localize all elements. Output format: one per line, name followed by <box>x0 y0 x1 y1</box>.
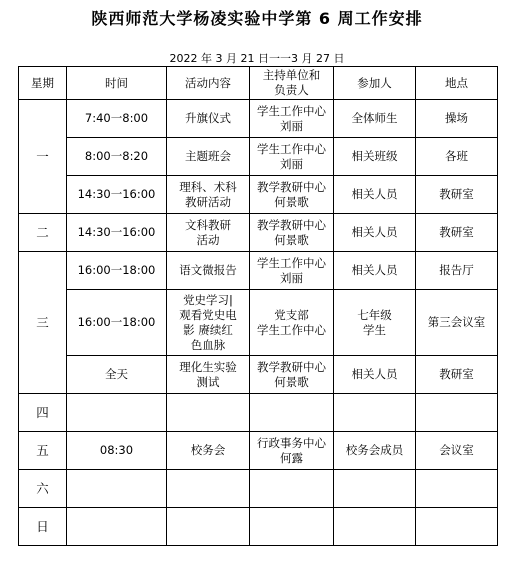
activity-cell: 党史学习| 观看党史电 影 赓续红 色血脉 <box>167 290 250 356</box>
time-cell: 08:30 <box>67 432 167 470</box>
header-participants: 参加人 <box>334 67 416 100</box>
time-cell <box>67 470 167 508</box>
time-cell: 16:00一18:00 <box>67 290 167 356</box>
participants-cell <box>334 394 416 432</box>
location-cell: 教研室 <box>416 176 498 214</box>
participants-cell: 全体师生 <box>334 100 416 138</box>
schedule-table <box>18 66 498 546</box>
participants-cell: 相关人员 <box>334 356 416 394</box>
host-cell: 教学教研中心 何景歌 <box>250 176 334 214</box>
participants-cell: 相关人员 <box>334 214 416 252</box>
table-row <box>19 290 498 356</box>
table-row <box>19 176 498 214</box>
header-time: 时间 <box>67 67 167 100</box>
page-title: 陕西师范大学杨凌实验中学第 6 周工作安排 <box>91 9 423 28</box>
table-row <box>19 138 498 176</box>
activity-cell: 校务会 <box>167 432 250 470</box>
weekday-cell-fri: 五 <box>19 432 67 470</box>
table-row <box>19 356 498 394</box>
time-cell: 全天 <box>67 356 167 394</box>
location-cell: 会议室 <box>416 432 498 470</box>
location-cell <box>416 470 498 508</box>
header-location: 地点 <box>416 67 498 100</box>
activity-cell <box>167 470 250 508</box>
weekday-cell-sat: 六 <box>19 470 67 508</box>
time-cell: 7:40一8:00 <box>67 100 167 138</box>
location-cell: 操场 <box>416 100 498 138</box>
table-row <box>19 508 498 546</box>
table-row <box>19 100 498 138</box>
time-cell: 14:30一16:00 <box>67 214 167 252</box>
host-cell: 学生工作中心 刘丽 <box>250 100 334 138</box>
participants-cell: 相关班级 <box>334 138 416 176</box>
time-cell: 14:30一16:00 <box>67 176 167 214</box>
activity-cell: 理化生实验 测试 <box>167 356 250 394</box>
host-cell: 学生工作中心 刘丽 <box>250 138 334 176</box>
activity-cell: 语文微报告 <box>167 252 250 290</box>
weekday-cell-wed: 三 <box>19 252 67 394</box>
host-cell: 行政事务中心 何露 <box>250 432 334 470</box>
participants-cell <box>334 508 416 546</box>
participants-cell: 校务会成员 <box>334 432 416 470</box>
location-cell: 报告厅 <box>416 252 498 290</box>
activity-cell: 理科、术科 教研活动 <box>167 176 250 214</box>
table-row <box>19 394 498 432</box>
activity-cell: 文科教研 活动 <box>167 214 250 252</box>
activity-cell <box>167 394 250 432</box>
activity-cell <box>167 508 250 546</box>
table-row <box>19 252 498 290</box>
table-row <box>19 432 498 470</box>
location-cell: 第三会议室 <box>416 290 498 356</box>
host-cell: 教学教研中心 何景歌 <box>250 214 334 252</box>
location-cell <box>416 394 498 432</box>
location-cell: 各班 <box>416 138 498 176</box>
participants-cell: 相关人员 <box>334 252 416 290</box>
time-cell: 16:00一18:00 <box>67 252 167 290</box>
location-cell: 教研室 <box>416 214 498 252</box>
header-activity: 活动内容 <box>167 67 250 100</box>
location-cell: 教研室 <box>416 356 498 394</box>
participants-cell <box>334 470 416 508</box>
weekday-cell-mon: 一 <box>19 100 67 214</box>
date-range: 2022 年 3 月 21 日一一3 月 27 日 <box>169 52 345 65</box>
table-row <box>19 214 498 252</box>
weekday-cell-thu: 四 <box>19 394 67 432</box>
host-cell <box>250 394 334 432</box>
participants-cell: 相关人员 <box>334 176 416 214</box>
time-cell <box>67 508 167 546</box>
host-cell <box>250 470 334 508</box>
host-cell: 学生工作中心 刘丽 <box>250 252 334 290</box>
header-weekday: 星期 <box>19 67 67 100</box>
host-cell: 党支部 学生工作中心 <box>250 290 334 356</box>
participants-cell: 七年级 学生 <box>334 290 416 356</box>
time-cell <box>67 394 167 432</box>
host-cell <box>250 508 334 546</box>
activity-cell: 主题班会 <box>167 138 250 176</box>
weekday-cell-sun: 日 <box>19 508 67 546</box>
weekday-cell-tue: 二 <box>19 214 67 252</box>
table-row <box>19 470 498 508</box>
header-host: 主持单位和 负责人 <box>250 67 334 100</box>
table-header-row <box>19 67 498 100</box>
time-cell: 8:00一8:20 <box>67 138 167 176</box>
host-cell: 教学教研中心 何景歌 <box>250 356 334 394</box>
location-cell <box>416 508 498 546</box>
activity-cell: 升旗仪式 <box>167 100 250 138</box>
